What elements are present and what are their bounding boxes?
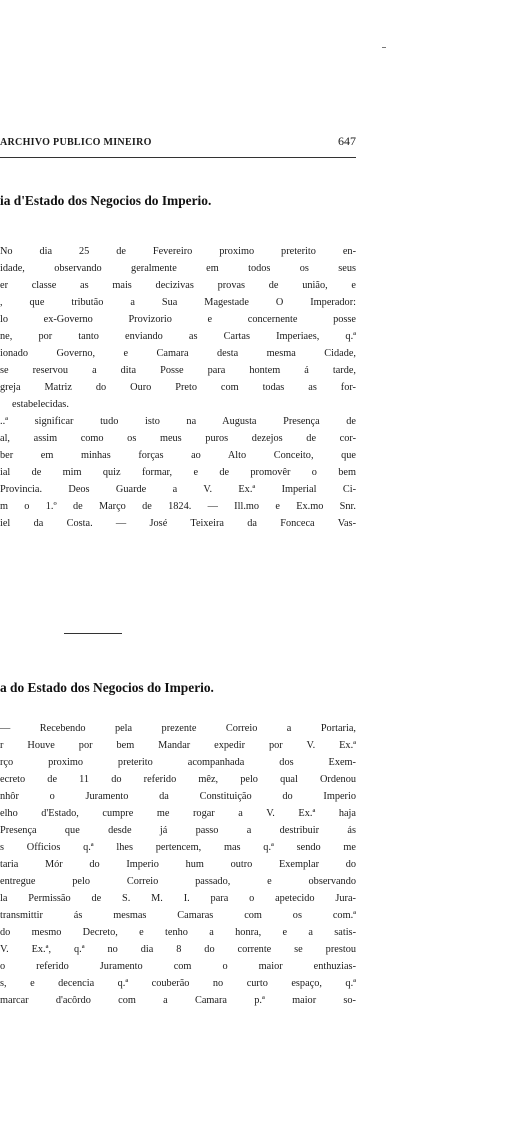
text-line: se reservou a dita Posse para hontem á tarde, (0, 365, 356, 376)
text-line: transmittir ás mesmas Camaras com os com.ª (0, 910, 356, 921)
text-line: r Houve por bem Mandar expedir por V. Ex.ª (0, 740, 356, 751)
text-line: Provincia. Deos Guarde a V. Ex.ª Imperial Ci- (0, 484, 356, 495)
running-header (0, 134, 356, 149)
scan-speck (382, 47, 386, 48)
text-line: do mesmo Decreto, e tenho a honra, e a satis- (0, 927, 356, 938)
text-line: greja Matriz do Ouro Preto com todas as for- (0, 382, 356, 393)
page-number: 647 (338, 134, 356, 148)
text-line: o referido Juramento com o maior enthuzias- (0, 961, 356, 972)
section-separator (64, 633, 122, 634)
text-line: ionado Governo, e Camara desta mesma Cidade, (0, 348, 356, 359)
text-line: nhôr o Juramento da Constituição do Imperio (0, 791, 356, 802)
header-rule (0, 157, 356, 158)
letter-body (0, 243, 356, 532)
text-line: idade, observando geralmente em todos os seus (0, 263, 356, 274)
text-line: ber em minhas forças ao Alto Conceito, que (0, 450, 356, 461)
text-line: marcar d'acôrdo com a Camara p.ª maior so- (0, 995, 356, 1006)
text-line: elho d'Estado, cumpre me rogar a V. Ex.ª haja (0, 808, 356, 819)
text-line: s Officios q.ª lhes pertencem, mas q.ª sendo me (0, 842, 356, 853)
letter-heading: a do Estado dos Negocios do Imperio. (0, 680, 214, 695)
text-line: ecreto de 11 do referido mêz, pelo qual Ordenou (0, 774, 356, 785)
text-line: rço proximo preterito acompanhada dos Exem- (0, 757, 356, 768)
text-line: la Permissão de S. M. I. para o apetecido Jura- (0, 893, 356, 904)
text-line: entregue pelo Correio passado, e observando (0, 876, 356, 887)
text-line: al, assim como os meus puros dezejos de cor- (0, 433, 356, 444)
text-line: taria Mór do Imperio hum outro Exemplar do (0, 859, 356, 870)
text-line: ne, por tanto enviando as Cartas Imperiaes, q.ª (0, 331, 356, 342)
text-line: m o 1.º de Março de 1824. — Ill.mo e Ex.mo Snr. (0, 501, 356, 512)
letter-heading: ia d'Estado dos Negocios do Imperio. (0, 193, 212, 208)
text-line: No dia 25 de Fevereiro proximo preterito en- (0, 246, 356, 257)
text-line: iel da Costa. — José Teixeira da Fonceca Vas- (0, 518, 356, 529)
text-line: — Recebendo pela prezente Correio a Portaria, (0, 723, 356, 734)
text-line: ..ª significar tudo isto na Augusta Presença de (0, 416, 356, 427)
running-title: ARCHIVO PUBLICO MINEIRO (0, 137, 152, 148)
text-line: lo ex-Governo Provizorio e concernente posse (0, 314, 356, 325)
text-line: V. Ex.ª, q.ª no dia 8 do corrente se prestou (0, 944, 356, 955)
letter-body (0, 720, 356, 1009)
text-line: Presença que desde já passo a destribuir ás (0, 825, 356, 836)
text-line: , que tributão a Sua Magestade O Imperador: (0, 297, 356, 308)
text-line: s, e decencia q.ª couberão no curto espaço, q.ª (0, 978, 356, 989)
text-line: estabelecidas. (12, 399, 69, 410)
text-line: er classe as mais decizivas provas de união, e (0, 280, 356, 291)
text-line: ial de mim quiz formar, e de promovêr o bem (0, 467, 356, 478)
